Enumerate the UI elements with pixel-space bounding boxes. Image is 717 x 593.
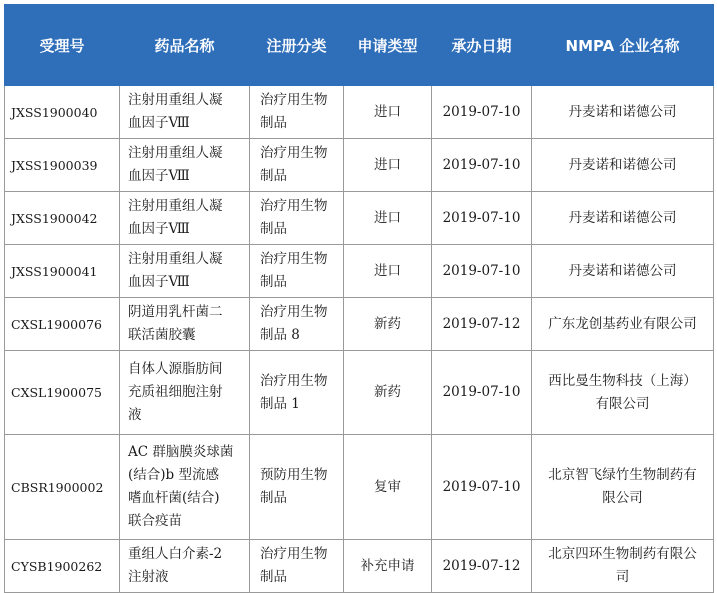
table-row bbox=[5, 435, 714, 540]
drug-name: 重组人白介素-2 注射液 bbox=[120, 540, 250, 593]
drug-name: 注射用重组人凝 血因子Ⅷ bbox=[120, 86, 250, 139]
company: 北京智飞绿竹生物制药有 限公司 bbox=[532, 435, 714, 540]
header-row bbox=[5, 5, 714, 86]
date: 2019-07-10 bbox=[432, 351, 532, 435]
drug-name: 自体人源脂肪间 充质祖细胞注射 液 bbox=[120, 351, 250, 435]
date: 2019-07-12 bbox=[432, 540, 532, 593]
drug-name: 注射用重组人凝 血因子Ⅷ bbox=[120, 192, 250, 245]
registration-category: 治疗用生物 制品 bbox=[250, 139, 344, 192]
company: 丹麦诺和诺德公司 bbox=[532, 245, 714, 298]
registration-category: 治疗用生物 制品 bbox=[250, 245, 344, 298]
date: 2019-07-10 bbox=[432, 435, 532, 540]
date: 2019-07-10 bbox=[432, 86, 532, 139]
registration-category: 预防用生物 制品 bbox=[250, 435, 344, 540]
application-type: 补充申请 bbox=[344, 540, 432, 593]
header-company: NMPA 企业名称 bbox=[532, 5, 714, 86]
date: 2019-07-10 bbox=[432, 192, 532, 245]
acceptance-no: JXSS1900039 bbox=[5, 139, 120, 192]
company: 丹麦诺和诺德公司 bbox=[532, 139, 714, 192]
application-type: 复审 bbox=[344, 435, 432, 540]
drug-name: 注射用重组人凝 血因子Ⅷ bbox=[120, 245, 250, 298]
application-type: 进口 bbox=[344, 245, 432, 298]
company: 丹麦诺和诺德公司 bbox=[532, 86, 714, 139]
registration-category: 治疗用生物 制品 8 bbox=[250, 298, 344, 351]
acceptance-no: CBSR1900002 bbox=[5, 435, 120, 540]
registration-table bbox=[4, 4, 714, 593]
acceptance-no: JXSS1900042 bbox=[5, 192, 120, 245]
application-type: 进口 bbox=[344, 139, 432, 192]
header-acceptance-no: 受理号 bbox=[5, 5, 120, 86]
table-row bbox=[5, 139, 714, 192]
table-row bbox=[5, 86, 714, 139]
table-row bbox=[5, 351, 714, 435]
registration-category: 治疗用生物 制品 bbox=[250, 86, 344, 139]
header-drug-name: 药品名称 bbox=[120, 5, 250, 86]
application-type: 新药 bbox=[344, 298, 432, 351]
registration-category: 治疗用生物 制品 1 bbox=[250, 351, 344, 435]
table-row bbox=[5, 245, 714, 298]
acceptance-no: JXSS1900040 bbox=[5, 86, 120, 139]
company: 广东龙创基药业有限公司 bbox=[532, 298, 714, 351]
drug-name: 注射用重组人凝 血因子Ⅷ bbox=[120, 139, 250, 192]
acceptance-no: CYSB1900262 bbox=[5, 540, 120, 593]
table-row bbox=[5, 540, 714, 593]
company: 西比曼生物科技（上海） 有限公司 bbox=[532, 351, 714, 435]
registration-category: 治疗用生物 制品 bbox=[250, 192, 344, 245]
acceptance-no: CXSL1900076 bbox=[5, 298, 120, 351]
drug-name: AC 群脑膜炎球菌 (结合)b 型流感 嗜血杆菌(结合) 联合疫苗 bbox=[120, 435, 250, 540]
application-type: 进口 bbox=[344, 192, 432, 245]
table-row bbox=[5, 298, 714, 351]
company: 北京四环生物制药有限公 司 bbox=[532, 540, 714, 593]
registration-category: 治疗用生物 制品 bbox=[250, 540, 344, 593]
header-application-type: 申请类型 bbox=[344, 5, 432, 86]
application-type: 进口 bbox=[344, 86, 432, 139]
acceptance-no: CXSL1900075 bbox=[5, 351, 120, 435]
date: 2019-07-10 bbox=[432, 245, 532, 298]
table-row bbox=[5, 192, 714, 245]
date: 2019-07-12 bbox=[432, 298, 532, 351]
date: 2019-07-10 bbox=[432, 139, 532, 192]
header-date: 承办日期 bbox=[432, 5, 532, 86]
company: 丹麦诺和诺德公司 bbox=[532, 192, 714, 245]
drug-name: 阴道用乳杆菌二 联活菌胶囊 bbox=[120, 298, 250, 351]
acceptance-no: JXSS1900041 bbox=[5, 245, 120, 298]
header-registration-category: 注册分类 bbox=[250, 5, 344, 86]
application-type: 新药 bbox=[344, 351, 432, 435]
